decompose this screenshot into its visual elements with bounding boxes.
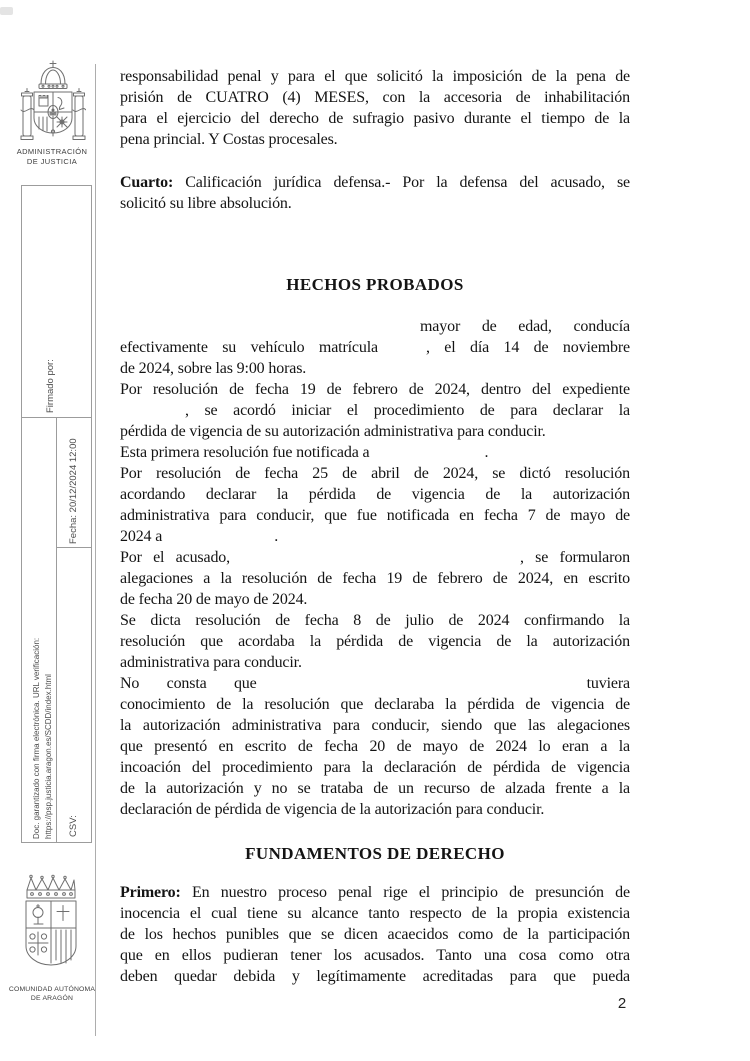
text-line: para el ejercicio del derecho de sufragio pasivo durante el tiempo de la <box>120 110 630 127</box>
document-body <box>120 66 630 987</box>
text-line: Por el acusado, , se formularon <box>120 549 630 566</box>
text-line: de los hechos punibles que se dicen acaecidos como de la participación <box>120 926 630 943</box>
text-line: prisión de CUATRO (4) MESES, con la accesoria de inhabilitación <box>120 89 630 106</box>
aragon-caption <box>2 986 102 1003</box>
paragraph <box>120 172 630 214</box>
text-line: acordando declarar la pérdida de vigencia de la autorización <box>120 486 630 503</box>
text-line: Por resolución de fecha 19 de febrero de 2024, dentro del expediente <box>120 381 630 398</box>
text-line: administrativa para conducir. <box>120 654 302 671</box>
redacted-gap <box>378 350 426 352</box>
bold-run: Cuarto: <box>120 174 174 191</box>
text-line: pena princial. Y Costas procesales. <box>120 131 338 148</box>
text-line: administrativa para conducir, que fue notificada en fecha 7 de mayo de <box>120 507 630 524</box>
signature-box-fecha <box>56 417 92 548</box>
aragon-caption-line2: DE ARAGÓN <box>30 994 74 1002</box>
spain-coat-of-arms-icon <box>20 60 86 148</box>
aragon-caption-line1: COMUNIDAD AUTÓNOMA <box>8 986 96 993</box>
text-line: inocencia el cual tiene su alcance tanto respecto de la propia existencia <box>120 905 630 922</box>
paragraph <box>120 379 630 442</box>
redacted-gap <box>162 539 274 541</box>
verification-label: Doc. garantizado con firma electrónica. URL verificación: https://psp.justicia.aragon.es/SCDD/index.html <box>32 637 53 839</box>
firmado-label: Firmado por: <box>45 359 56 413</box>
redacted-gap <box>257 686 587 688</box>
text-line: deben quedar debida y legítimamente acreditadas para que pueda <box>120 968 630 985</box>
text-line: de 2024, sobre las 9:00 horas. <box>120 360 307 377</box>
fecha-label: Fecha: 20/12/2024 12:00 <box>68 438 79 544</box>
text-line: pérdida de vigencia de su autorización administrativa para conducir. <box>120 423 546 440</box>
redacted-gap <box>120 329 420 331</box>
text-line: conocimiento de la resolución que declaraba la pérdida de vigencia de <box>120 696 630 713</box>
text-line: Cuarto: Calificación jurídica defensa.- Por la defensa del acusado, se <box>120 174 630 191</box>
text-line: 2024 a . <box>120 528 279 545</box>
text-line: la autorización administrativa para conducir, siendo que las alegaciones <box>120 717 630 734</box>
signature-box-csv <box>56 547 92 843</box>
administration-caption <box>4 147 100 166</box>
paragraph <box>120 673 630 820</box>
signature-box-verification <box>21 417 57 843</box>
paragraph <box>120 442 630 463</box>
text-line: mayor de edad, conducía <box>120 316 630 337</box>
text-line: , se acordó iniciar el procedimiento de para declarar la <box>120 400 630 421</box>
text-line: Se dicta resolución de fecha 8 de julio de 2024 confirmando la <box>120 612 630 629</box>
text-line: resolución que acordaba la pérdida de vigencia de la autorización <box>120 633 630 650</box>
paragraph <box>120 463 630 547</box>
section-heading: FUNDAMENTOS DE DERECHO <box>245 844 505 863</box>
margin-rule <box>95 64 96 1036</box>
bold-run: Primero: <box>120 884 181 901</box>
text-line: de la autorización y no se trataba de un recurso de alzada frente a la <box>120 780 630 797</box>
paragraph <box>120 882 630 987</box>
section-heading: HECHOS PROBADOS <box>286 275 464 294</box>
redacted-gap <box>230 560 520 562</box>
text-line: que en ellos pudieran tener los acusados. Tanto una cosa como otra <box>120 947 630 964</box>
text-line: Esta primera resolución fue notificada a . <box>120 444 489 461</box>
paragraph <box>120 547 630 610</box>
text-line: Por resolución de fecha 25 de abril de 2024, se dictó resolución <box>120 465 630 482</box>
page-number: 2 <box>617 995 627 1012</box>
text-line: efectivamente su vehículo matrícula , el día 14 de noviembre <box>120 339 630 356</box>
aragon-coat-of-arms-icon <box>14 870 90 982</box>
paragraph <box>120 66 630 150</box>
paragraph <box>120 610 630 673</box>
redacted-gap <box>120 413 185 415</box>
text-line: declaración de pérdida de vigencia de la autorización para conducir. <box>120 801 545 818</box>
text-line: alegaciones a la resolución de fecha 19 de febrero de 2024, en escrito <box>120 570 630 587</box>
scan-artifact <box>0 7 13 15</box>
text-line: que presentó en escrito de fecha 20 de mayo de 2024 lo eran a la <box>120 738 630 755</box>
csv-label: CSV: <box>68 815 79 837</box>
redacted-gap <box>369 455 484 457</box>
text-line: No consta que tuviera <box>120 675 630 692</box>
signature-box-firmado <box>21 185 92 418</box>
administration-caption-line2: DE JUSTICIA <box>26 156 78 166</box>
paragraph <box>120 316 630 379</box>
text-line: responsabilidad penal y para el que solicitó la imposición de la pena de <box>120 68 630 85</box>
text-line: de fecha 20 de mayo de 2024. <box>120 591 308 608</box>
text-line: incoación del procedimiento para la declaración de pérdida de vigencia <box>120 759 630 776</box>
text-line: Primero: En nuestro proceso penal rige el principio de presunción de <box>120 884 630 901</box>
administration-caption-line1: ADMINISTRACIÓN <box>16 147 88 156</box>
text-line: solicitó su libre absolución. <box>120 195 292 212</box>
